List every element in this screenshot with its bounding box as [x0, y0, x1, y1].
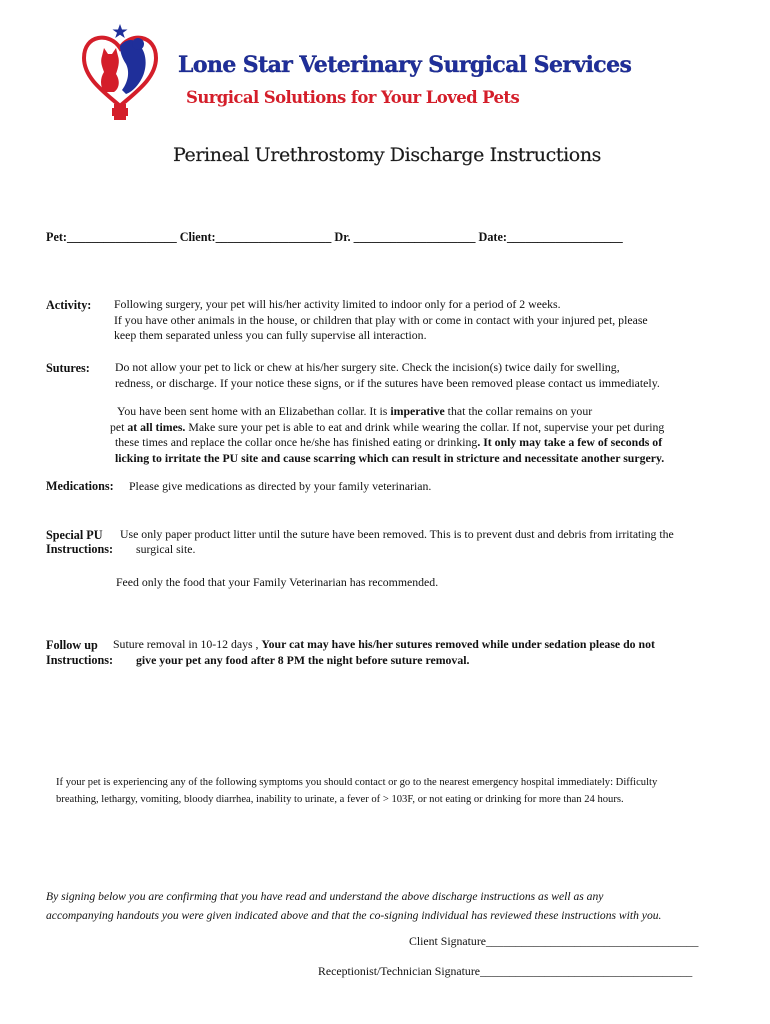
activity-line: Following surgery, your pet will his/her activity limited to indoor only for a period of 2 weeks.: [114, 297, 561, 311]
medications-text: Please give medications as directed by your family veterinarian.: [129, 479, 432, 493]
clinic-logo: [76, 22, 172, 122]
patient-fields-line: Pet:__________________ Client:___________________ Dr. ____________________ Date:___________________: [46, 230, 623, 244]
activity-line: keep them separated unless you can fully supervise all interaction.: [114, 328, 427, 342]
special-text: surgical site.: [136, 542, 196, 556]
followup-text: [113, 637, 655, 653]
sutures-text: [115, 360, 660, 391]
collar-text: pet: [110, 419, 128, 434]
collar-text: that the collar remains on your: [444, 404, 593, 418]
emergency-line: breathing, lethargy, vomiting, bloody diarrhea, inability to urinate, a fever of > 103F, or not eating or drinking for more than 24 hours.: [56, 794, 624, 805]
activity-line: If you have other animals in the house, or children that play with or come in contact with your injured pet, please: [114, 312, 648, 327]
client-signature-field[interactable]: Client Signature____________________________________: [409, 934, 699, 948]
special-label: Instructions:: [46, 542, 114, 556]
medications-label: Medications:: [46, 479, 114, 493]
followup-label: Instructions:: [46, 653, 114, 667]
special-label: Special PU: [46, 528, 103, 542]
brand-name: Lone Star Veterinary Surgical Services: [178, 52, 632, 78]
activity-label: Activity:: [46, 298, 92, 312]
emergency-line: If your pet is experiencing any of the following symptoms you should contact or go to the nearest emergency hospital immediately: Difficulty: [56, 777, 658, 788]
confirmation-statement: [46, 887, 661, 925]
collar-warning: . It only may take a few of seconds of: [477, 435, 663, 449]
collar-emphasis: imperative: [390, 404, 445, 418]
sutures-label: Sutures:: [46, 361, 90, 375]
followup-text: Suture removal in 10-12 days ,: [113, 637, 262, 651]
collar-text: You have been sent home with an Elizabethan collar. It is: [117, 404, 391, 418]
sutures-line: redness, or discharge. If your notice these signs, or if the sutures have been removed please contact us immediately.: [115, 375, 660, 390]
collar-paragraph: [110, 404, 664, 466]
emergency-notice: [56, 774, 657, 808]
confirmation-line: By signing below you are confirming that you have read and understand the above discharge instructions as well as any: [46, 890, 604, 903]
collar-text: Make sure your pet is able to eat and drink while wearing the collar. If not, supervise your pet during: [185, 419, 665, 434]
page-title: Perineal Urethrostomy Discharge Instructions: [173, 144, 602, 166]
food-text: Feed only the food that your Family Veterinarian has recommended.: [116, 575, 439, 589]
special-text: Use only paper product litter until the suture have been removed. This is to prevent dust and debris from irritating the: [120, 527, 674, 541]
pets-heart-icon: [76, 22, 172, 122]
collar-emphasis: at all times.: [127, 419, 186, 434]
confirmation-line: accompanying handouts you were given indicated above and that the co-signing individual has reviewed these instructions with you.: [46, 909, 662, 922]
brand-tagline: Surgical Solutions for Your Loved Pets: [186, 88, 520, 107]
sutures-line: Do not allow your pet to lick or chew at his/her surgery site. Check the incision(s) twice daily for swelling,: [115, 360, 620, 374]
technician-signature-field[interactable]: Receptionist/Technician Signature____________________________________: [318, 964, 693, 978]
collar-warning: licking to irritate the PU site and cause scarring which can result in stricture and necessitate another surgery.: [115, 450, 665, 465]
followup-warning: give your pet any food after 8 PM the night before suture removal.: [136, 653, 470, 667]
activity-text: [114, 297, 648, 344]
followup-label: Follow up: [46, 638, 98, 652]
followup-warning: Your cat may have his/her sutures removed while under sedation please do not: [261, 637, 655, 651]
collar-text: these times and replace the collar once he/she has finished eating or drinking: [115, 435, 478, 449]
